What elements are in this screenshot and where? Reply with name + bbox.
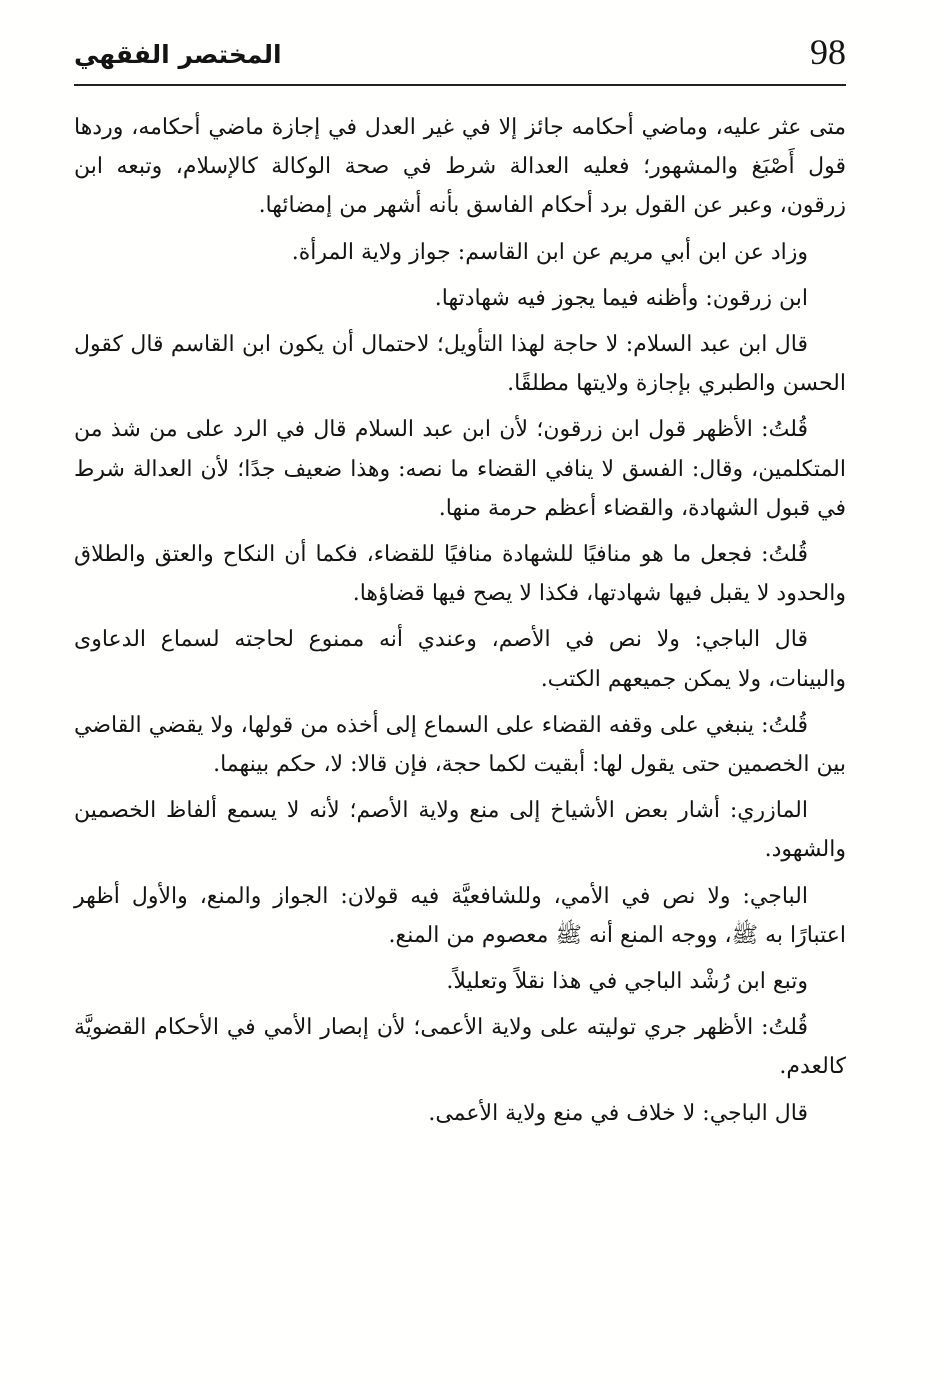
paragraph: وتبع ابن رُشْد الباجي في هذا نقلاً وتعليلاً. xyxy=(446,969,808,995)
paragraph: قال الباجي: لا خلاف في منع ولاية الأعمى. xyxy=(428,1100,808,1126)
paragraph: قُلتُ: ينبغي على وقفه القضاء على السماع إلى أخذه من قولها، ولا يقضي القاضي بين الخصمين حتى يقول لها: أبقيت لكما حجة، فإن قالا: لا، حكم بينهما. xyxy=(74,712,846,778)
page-number: 98 xyxy=(810,32,846,72)
paragraph: قال الباجي: ولا نص في الأصم، وعندي أنه ممنوع لحاجته لسماع الدعاوى والبينات، ولا يمكن جميعهم الكتب. xyxy=(74,627,846,692)
header-divider xyxy=(74,84,846,86)
page-body xyxy=(74,108,846,1140)
paragraph: ابن زرقون: وأظنه فيما يجوز فيه شهادتها. xyxy=(434,285,808,311)
paragraph: الباجي: ولا نص في الأمي، وللشافعيَّة فيه قولان: الجواز والمنع، والأول أظهر اعتبارًا به ﷺ، ووجه المنع أنه ﷺ معصوم من المنع. xyxy=(74,883,846,948)
paragraph: وزاد عن ابن أبي مريم عن ابن القاسم: جواز ولاية المرأة. xyxy=(291,239,808,265)
paragraph: قُلتُ: الأظهر قول ابن زرقون؛ لأن ابن عبد السلام قال في الرد على من شذ من المتكلمين، وقال: الفسق لا ينافي القضاء ما نصه: وهذا ضعيف جدًا؛ لأن العدالة شرط في قبول الشهادة، والقضاء أعظم حرمة منها. xyxy=(74,417,846,521)
paragraph: قال ابن عبد السلام: لا حاجة لهذا التأويل؛ لاحتمال أن يكون ابن القاسم قال كقول الحسن والطبري بإجازة ولايتها مطلقًا. xyxy=(74,332,846,397)
paragraph: متى عثر عليه، وماضي أحكامه جائز إلا في غير العدل في إجازة ماضي أحكامه، وردها قول أَصْبَغ والمشهور؛ فعليه العدالة شرط في صحة الوكالة كالإسلام، وتبعه ابن زرقون، وعبر عن القول برد أحكام الفاسق بأنه أشهر من إمضائها. xyxy=(74,115,846,219)
paragraph: قُلتُ: فجعل ما هو منافيًا للشهادة منافيًا للقضاء، فكما أن النكاح والعتق والطلاق والحدود لا يقبل فيها شهادتها، فكذا لا يصح فيها قضاؤها. xyxy=(74,542,846,607)
book-title: المختصر الفقهي xyxy=(74,40,282,69)
page-header xyxy=(74,28,846,88)
paragraph: قُلتُ: الأظهر جري توليته على ولاية الأعمى؛ لأن إبصار الأمي في الأحكام القضويَّة كالعدم. xyxy=(74,1015,846,1080)
paragraph: المازري: أشار بعض الأشياخ إلى منع ولاية الأصم؛ لأنه لا يسمع ألفاظ الخصمين والشهود. xyxy=(74,798,846,863)
